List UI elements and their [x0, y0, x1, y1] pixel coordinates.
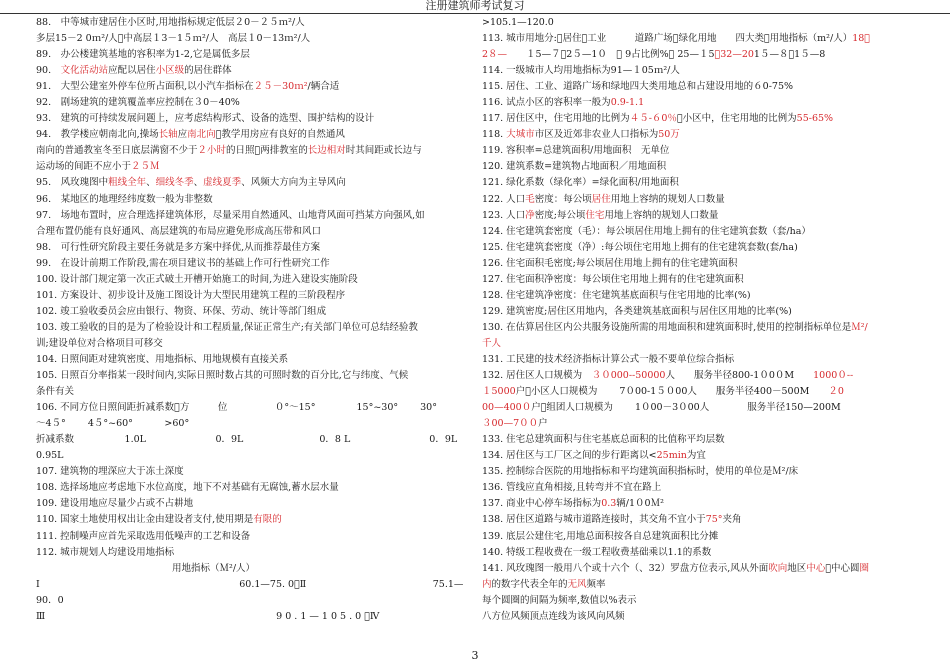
text-line [36, 400, 472, 416]
text-segment: 用地指标（Ｍ²/人） [36, 562, 256, 574]
text-segment: 112. 城市规划人均建设用地指标 [36, 546, 175, 558]
text-line [482, 545, 914, 561]
highlight-text: 圈 [859, 562, 870, 574]
text-segment: 94. 教学楼应朝南北向,操场 [36, 129, 159, 141]
text-line [482, 432, 914, 448]
text-line [482, 464, 914, 480]
text-segment: >105.1—120.0 [482, 17, 554, 28]
text-line [482, 577, 914, 593]
text-segment: 时其间距或长边与 [345, 145, 422, 157]
highlight-text: 无风 [567, 578, 587, 590]
text-line [482, 192, 914, 208]
text-segment: 140. 特级工程收费在一级工程收费基础乘以1.1的系数 [482, 546, 712, 558]
text-line [36, 15, 472, 31]
text-line [482, 111, 914, 127]
text-segment: 南向的普通教室冬至日底层满窗不少于 [36, 145, 198, 157]
text-segment: 113. 城市用地分: 居住 工业 道路广场 绿化用地 四大类 用地指标（m²/人） [482, 33, 853, 45]
highlight-text: ３00—7００ [482, 418, 539, 430]
highlight-text: 00—400０ [482, 402, 532, 414]
highlight-text: ４５-６0％ [629, 113, 677, 125]
text-segment: 用地上容纳的规划人口数量 [604, 209, 719, 221]
text-segment: 、 [193, 177, 204, 189]
text-segment: 136. 管线应直角相接,且转弯并不宜在路上 [482, 482, 662, 494]
text-line [36, 240, 472, 256]
text-line [482, 79, 914, 95]
text-line [36, 609, 472, 625]
text-line [482, 95, 914, 111]
text-line [36, 111, 472, 127]
text-line [482, 480, 914, 496]
text-segment: 122. 人口 [482, 193, 526, 205]
text-segment: 夹角 [722, 514, 742, 526]
text-line [482, 143, 914, 159]
text-segment: 141. 风玫瑰图一般用八个或十六个（、32）罗盘方位表示,风从外面 [482, 562, 769, 574]
text-line [36, 496, 472, 512]
text-line [36, 545, 472, 561]
text-line [36, 224, 472, 240]
text-line [36, 31, 472, 47]
text-line [482, 15, 914, 31]
highlight-text: ２0 [828, 386, 844, 398]
text-line [36, 432, 472, 448]
text-segment: 97. 场地布置时，应合理选择建筑体形，尽量采用自然通风、山地背风面可挡某方向强风,如 [36, 209, 425, 221]
highlight-text: 吹向 [768, 562, 788, 574]
highlight-text: 18  [852, 33, 870, 45]
text-segment: ～4５° 4５°~60° >60° [36, 418, 190, 430]
text-segment: 134. 居住区与工厂区之间的步行距离以< [482, 450, 657, 462]
text-segment: 116. 试点小区的容积率一般为 [482, 97, 611, 109]
text-segment: 133. 住宅总建筑面积与住宅基底总面积的比值称平均层数 [482, 434, 725, 446]
text-segment: 103. 竣工验收的目的是为了检验设计和工程质量,保证正常生产;有关部门单位可总结经验教 [36, 321, 418, 333]
highlight-text: 毛 [525, 193, 535, 205]
text-segment: 131. 工民建的技术经济指标计算公式一般不要单位综合指标 [482, 353, 735, 365]
text-segment: 多层15－2 0ｍ²/人 中高层１3－1５ｍ²/人 高层１0－13ｍ²/人 [36, 33, 311, 45]
text-line [482, 272, 914, 288]
text-segment: 用地上容纳的规划人口数量 [610, 193, 725, 205]
text-segment: 户 [538, 418, 548, 430]
text-line [482, 496, 914, 512]
text-line [36, 416, 472, 432]
text-line [36, 143, 472, 159]
text-line [482, 609, 914, 625]
text-line [36, 192, 472, 208]
highlight-text: 75° [705, 514, 723, 526]
text-line [36, 320, 472, 336]
text-segment: 市区及近郊非农业人口指标为 [534, 129, 659, 141]
text-segment: 102. 竣工验收委员会应由银行、物资、环保、劳动、统计等部门组成 [36, 305, 327, 317]
text-segment: /辆合适 [307, 81, 340, 93]
text-segment: 地区 [787, 562, 807, 574]
text-segment: 127. 住宅面积净密度：每公顷住宅用地上拥有的住宅建筑面积 [482, 273, 744, 285]
highlight-text: 中心 [806, 562, 826, 574]
text-segment: 折减系数 1.0L 0．9L 0．8 L 0．9L [36, 434, 458, 446]
text-segment: 户 小区人口规模为 7０00-1５０00人 服务半径400－500M [515, 386, 829, 398]
text-line [36, 352, 472, 368]
page-number: 3 [471, 649, 479, 662]
highlight-text: 0.3 [601, 498, 617, 510]
text-segment: 条件有关 [36, 386, 75, 398]
highlight-text: 居住 [591, 193, 611, 205]
text-line [482, 416, 914, 432]
highlight-text: 1000０-- [813, 370, 854, 382]
text-segment: 126. 住宅面积毛密度;每公顷居住用地上拥有的住宅建筑面积 [482, 257, 738, 269]
text-segment: 107. 建筑物的埋深应大于冻土深度 [36, 466, 184, 478]
text-segment: 1５—８ 1５—8 [753, 49, 826, 61]
text-segment: 90．0 [36, 594, 64, 606]
text-segment: 人 服务半径800-1０0０M [665, 370, 814, 382]
text-segment: 92. 剧场建筑的建筑覆盖率应控制在３0－40% [36, 97, 240, 109]
text-line [482, 224, 914, 240]
text-segment: 110. 国家土地使用权出让金由建设者支付,使用期是 [36, 514, 254, 526]
text-line [36, 448, 472, 464]
text-segment: 121. 绿化系数（绿化率）=绿化面积/用地面积 [482, 177, 679, 189]
text-segment: 频率 [586, 578, 606, 590]
text-segment: 93. 建筑的可持续发展问题上，应考虑结构形式、设备的选型、围护结构的设计 [36, 113, 375, 125]
text-segment: 96. 某地区的地理经纬度数一般为非整数 [36, 193, 213, 205]
highlight-text: 细线冬季 [155, 177, 194, 189]
text-line [482, 175, 914, 191]
text-segment: 合理布置仍能有良好通风、高层建筑的布局应避免形成高压带和风口 [36, 225, 322, 237]
text-line [482, 47, 914, 63]
text-segment: 109. 建设用地应尽量少占或不占耕地 [36, 498, 194, 510]
text-line [36, 63, 472, 79]
text-line [36, 272, 472, 288]
text-line [36, 464, 472, 480]
highlight-text: 0.9-1.1 [610, 97, 645, 109]
text-segment: 132. 居住区人口规模为 [482, 370, 592, 382]
text-segment: 辆/1０0Ｍ² [616, 498, 664, 510]
highlight-text: 净 [525, 209, 535, 221]
text-segment: 89. 办公楼建筑基地的容积率为1-2,它是属低多层 [36, 49, 250, 61]
text-segment: 130. 在估算居住区内公共服务设施所需的用地面积和建筑面积时,使用的控制指标单位是 [482, 321, 852, 333]
text-segment: 90. [36, 65, 61, 77]
text-segment: 户 组团人口规模为 1０00－3０00人 服务半径150—200M [531, 402, 841, 414]
text-segment: 100. 设计部门规定第一次正式破土开槽开始施工的时间,为进入建设实施阶段 [36, 273, 358, 285]
text-segment: 、风频大方向为主导风向 [241, 177, 346, 189]
text-line [36, 529, 472, 545]
text-segment: 应 [177, 129, 188, 141]
text-segment: 119. 容积率=总建筑面积/用地面积 无单位 [482, 145, 670, 157]
left-column [36, 15, 472, 625]
text-segment: 111. 控制噪声应首先采取选用低噪声的工艺和设备 [36, 530, 251, 542]
text-segment: 124. 住宅建筑套密度（毛）：每公顷居住用地上拥有的住宅建筑套数（套/ha） [482, 225, 811, 237]
text-line [482, 529, 914, 545]
text-segment: 91. 大型公建室外停车位所占面积,以小汽车指标在 [36, 81, 254, 93]
text-line [482, 320, 914, 336]
text-segment:  小区中，住宅用地的比例为 [676, 113, 797, 125]
text-segment: 为宜 [686, 450, 706, 462]
text-line [36, 95, 472, 111]
text-line [36, 304, 472, 320]
text-segment: 138. 居住区道路与城市道路连接时，其交角不宜小于 [482, 514, 706, 526]
highlight-text: ３０000--50000 [591, 370, 666, 382]
text-segment: 101. 方案设计、初步设计及施工图设计为大型民用建筑工程的三阶段程序 [36, 289, 346, 301]
text-line [36, 256, 472, 272]
highlight-text: Ｍ²/ [851, 321, 868, 333]
text-line [36, 384, 472, 400]
text-segment: 105. 日照百分率指某一段时间内,实际日照时数占其的可照时数的百分比,它与纬度、气候 [36, 370, 409, 382]
text-segment: 139. 底层公建住宅,用地总面积按各自总建筑面积比分摊 [482, 530, 719, 542]
text-line [36, 127, 472, 143]
highlight-text: 虚线夏季 [203, 177, 242, 189]
highlight-text: ２５Ｍ [131, 161, 160, 173]
text-line [36, 79, 472, 95]
highlight-text: 文化活动站 [60, 65, 109, 77]
highlight-text: 50万 [658, 129, 680, 141]
text-segment: 99. 在设计前期工作阶段,需在项目建议书的基础上作可行性研究工作 [36, 257, 330, 269]
text-segment: 98. 可行性研究阶段主要任务就是多方案中择优,从而推荐最佳方案 [36, 241, 321, 253]
text-segment: 137. 商业中心停车场指标为 [482, 498, 602, 510]
right-column [482, 15, 914, 625]
text-line [482, 400, 914, 416]
text-segment: 的居住群体 [184, 65, 232, 77]
text-segment: 104. 日照间距对建筑密度、用地指标、用地规模有直接关系 [36, 353, 289, 365]
text-line [36, 208, 472, 224]
text-line [482, 63, 914, 79]
highlight-text: 粗线全年 [108, 177, 147, 189]
text-segment: 应配以居住 [108, 65, 156, 77]
text-line [482, 304, 914, 320]
text-line [36, 512, 472, 528]
text-line [482, 593, 914, 609]
text-segment: 0.95L [36, 450, 64, 462]
text-segment: 密度;每公顷 [534, 209, 586, 221]
text-line [36, 175, 472, 191]
text-segment: 每个圆圈的间隔为频率,数值以%表示 [482, 594, 637, 606]
highlight-text: 55-65% [796, 113, 834, 125]
text-line [36, 336, 472, 352]
text-line [482, 352, 914, 368]
text-line [36, 47, 472, 63]
text-line [36, 561, 472, 577]
text-segment: 125. 住宅建筑套密度（净）:每公顷住宅用地上拥有的住宅建筑套数(套/ha) [482, 241, 798, 253]
text-segment: 123. 人口 [482, 209, 526, 221]
highlight-text: 小区级 [155, 65, 185, 77]
text-segment: 120. 建筑系数=建筑物占地面积／用地面积 [482, 161, 667, 173]
text-line [482, 240, 914, 256]
highlight-text:  32—20 [714, 49, 754, 61]
text-line [36, 368, 472, 384]
page-header [0, 0, 950, 14]
highlight-text: 大城市 [506, 129, 535, 141]
text-line [36, 593, 472, 609]
highlight-text: ２小时 [197, 145, 227, 157]
text-line [482, 384, 914, 400]
text-line [482, 368, 914, 384]
text-segment:  中心圆 [825, 562, 860, 574]
text-segment: 、 [146, 177, 156, 189]
text-line [482, 159, 914, 175]
highlight-text: 千人 [482, 337, 502, 349]
header-title: 注册建筑师考试复习 [425, 0, 525, 12]
text-segment: 的数字代表全年的 [491, 578, 568, 590]
highlight-text: ２５－30ｍ² [253, 81, 308, 93]
text-line [482, 336, 914, 352]
text-line [482, 31, 914, 47]
text-line [482, 512, 914, 528]
text-segment: 运动场的间距不应小于 [36, 161, 132, 173]
highlight-text: 25min [656, 450, 687, 462]
text-segment: 117. 居住区中，住宅用地的比例为 [482, 113, 630, 125]
text-line [482, 208, 914, 224]
text-line [482, 288, 914, 304]
highlight-text: 长轴 [158, 129, 178, 141]
highlight-text: 内 [482, 578, 492, 590]
text-line [36, 159, 472, 175]
text-line [482, 561, 914, 577]
text-segment: 118. [482, 129, 507, 141]
text-segment: 135. 控制综合医院的用地指标和平均建筑面积指标时，使用的单位是Ｍ²/床 [482, 466, 799, 478]
text-segment: Ⅰ 60.1—75. 0 Ⅱ 75.1— [36, 578, 464, 590]
highlight-text: 有限的 [253, 514, 282, 526]
text-line [36, 288, 472, 304]
text-segment:  教学用房应有良好的自然通风 [215, 129, 345, 141]
text-segment: 129. 建筑密度;居住区用地内，各类建筑基底面积与居住区用地的比率(%) [482, 305, 792, 317]
text-segment: １5—７ 2５—1０   9占比例%  25—１5 [526, 49, 715, 61]
text-line [482, 127, 914, 143]
text-segment: 115. 居住、工业、道路广场和绿地四大类用地总和占建设用地的６0-75% [482, 81, 794, 93]
text-line [482, 448, 914, 464]
highlight-text: 2８— [482, 49, 527, 61]
highlight-text: 南北向 [187, 129, 216, 141]
text-line [36, 577, 472, 593]
text-segment: 95. 风玫瑰图中 [36, 177, 109, 189]
text-segment: 108. 选择场地应考虑地下水位高度，地下不对基础有无腐蚀,蓄水层水量 [36, 482, 339, 494]
text-line [36, 480, 472, 496]
text-segment: 的日照 两排教室的 [226, 145, 308, 157]
highlight-text: 住宅 [585, 209, 605, 221]
text-segment: 密度：每公顷 [534, 193, 592, 205]
text-segment: Ⅲ 9 0 . 1 — 1 0 5 . 0  Ⅳ [36, 610, 380, 622]
text-segment: 88. 中等城市建居住小区时,用地指标规定低层２0－２５ｍ²/人 [36, 17, 305, 28]
text-line [482, 256, 914, 272]
text-segment: 106. 不同方位日照间距折减系数 方 位 ０°～15° 15°~30° 30° [36, 402, 437, 414]
text-segment: 114. 一级城市人均用地指标为91—１05ｍ²/人 [482, 65, 680, 77]
page-footer [0, 649, 950, 663]
text-segment: 128. 住宅建筑净密度：住宅建筑基底面积与住宅用地的比率(%) [482, 289, 751, 301]
text-segment: 八方位风频顶点连线为该风向风频 [482, 610, 625, 622]
highlight-text: 长边相对 [307, 145, 346, 157]
highlight-text: １5000 [482, 386, 516, 398]
text-segment: 训;建设单位对合格项目可移交 [36, 337, 163, 349]
